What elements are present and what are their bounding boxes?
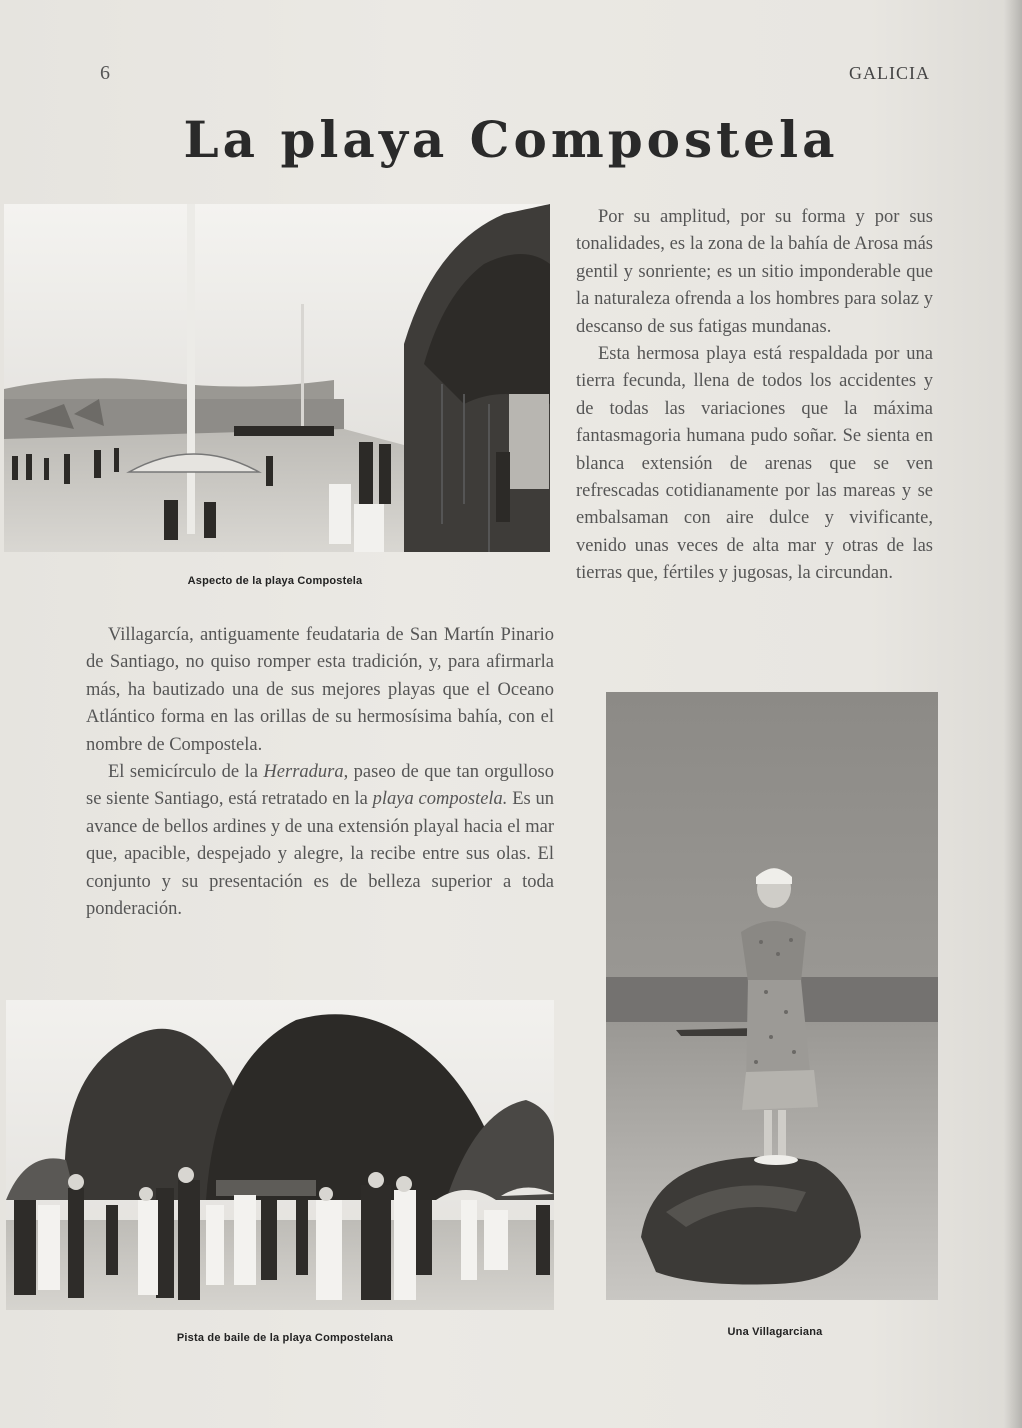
left-paragraph-2-part-c: Es un avance de bellos ardines y de una extensión playal hacia el mar que, apacible, despejado y alegre, la recibe entre sus olas. El conjunto y su presentación es de belleza superior a toda ponderación. [86,789,554,920]
right-paragraph-1: Por su amplitud, por su forma y por sus tonalidades, es la zona de la bahía de Arosa más gentil y sonriente; es un sitio imponderable que la naturaleza ofrenda a los hombres para solaz y descanso de sus fatigas mundanas. [576,207,933,337]
left-paragraph-2-part-b: , paseo de que tan orgulloso se siente Santiago, está retratado en la [86,762,554,810]
left-paragraph-2-emphasis-playa: playa compostela. [372,789,508,810]
beach-photo-caption: Aspecto de la playa Compostela [187,575,363,587]
beach-photo [4,204,550,552]
article-title: La playa Compostela [183,110,839,169]
beach-photo-image [4,204,550,552]
left-paragraph-2-emphasis-herradura: Herradura [263,762,344,783]
dance-photo [6,1000,554,1310]
page-number: 6 [100,62,110,84]
page-edge-shadow [1004,0,1022,1428]
woman-photo-caption: Una Villagarciana [727,1326,823,1338]
left-paragraph-2 [86,759,554,923]
woman-photo-image [606,692,938,1300]
running-head: GALICIA [849,63,930,83]
right-column-text [576,204,933,588]
dance-photo-caption: Pista de baile de la playa Compostelana [176,1332,394,1344]
woman-photo [606,692,938,1300]
left-column-text [86,622,554,923]
left-paragraph-1: Villagarcía, antiguamente feudataria de San Martín Pinario de Santiago, no quiso romper esta tradición, y, para afirmarla más, ha bautizado una de sus mejores playas que el Oceano Atlántico forma en las orillas de su hermosísima bahía, con el nombre de Compostela. [86,625,554,755]
dance-photo-image [6,1000,554,1310]
right-paragraph-2: Esta hermosa playa está respaldada por una tierra fecunda, llena de todos los accidentes y de todas las variaciones que la máxima fantasmagoria humana pudo soñar. Se sienta en blanca extensión de arenas que se ven refrescadas cotidianamente por las mareas y se embalsaman con aire dulce y vivificante, venido unas veces de alta mar y otras de las tierras que, fértiles y jugosas, la circundan. [576,344,933,584]
left-paragraph-2-part-a: El semicírculo de la [108,762,264,783]
